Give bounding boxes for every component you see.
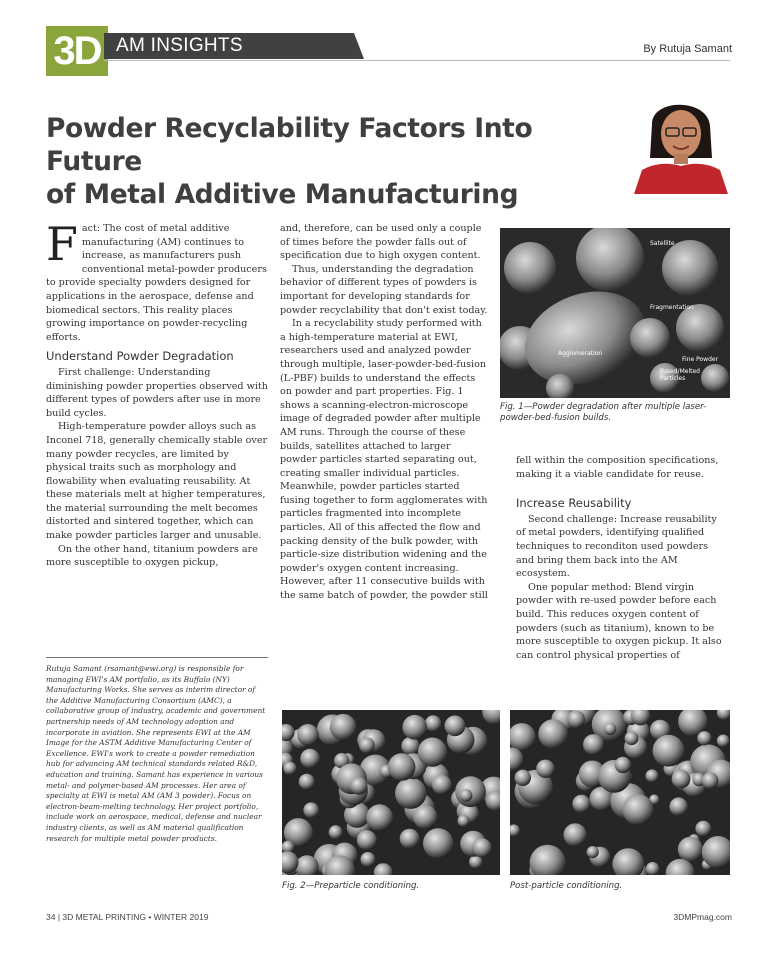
paragraph: and, therefore, can be used only a couple of times before the powder falls out of specification due to high oxygen content. — [280, 223, 482, 262]
paragraph: First challenge: Understanding diminishing powder properties observed with different types of powders after use in more build cycles. — [46, 366, 268, 419]
powder-particle — [587, 846, 599, 858]
powder-particle — [472, 838, 491, 857]
powder-particle — [330, 714, 356, 740]
figure-3-caption: Post-particle conditioning. — [510, 881, 623, 891]
powder-particle — [653, 735, 685, 767]
powder-particle — [303, 802, 319, 818]
powder-particle — [623, 794, 654, 825]
powder-particle — [458, 815, 470, 827]
header-rule — [104, 60, 730, 61]
powder-particle — [460, 789, 473, 802]
powder-particle — [536, 760, 554, 778]
powder-particle — [678, 837, 703, 862]
powder-particle — [702, 772, 719, 789]
intro-paragraph: act: The cost of metal additive manufacturing (AM) continues to increase, as manufacturers push conventional metal-powder producers to provide specialty powders designed for applications in the aerospace, defense and biomedical sectors. This reality places growing importance on powder-recycling efforts. — [46, 223, 267, 343]
powder-particle — [445, 715, 466, 736]
figure-2-caption: Fig. 2—Preparticle conditioning. — [282, 881, 420, 891]
fig1-label: Agglomeration — [558, 350, 603, 357]
fig1-label: Satellite — [650, 240, 675, 247]
paragraph: On the other hand, titanium powders are more susceptible to oxygen pickup, — [46, 543, 258, 569]
figure-3-sem-image — [510, 710, 730, 875]
paragraph: Thus, understanding the degradation behavior of different types of powders is important for developing standards for powder recyclability that don't exist today. — [280, 263, 488, 316]
powder-particle — [669, 797, 687, 815]
headline-line-2: of Metal Additive Manufacturing — [46, 179, 519, 210]
powder-particle — [583, 734, 604, 755]
page-footer-right: 3DMPmag.com — [673, 912, 732, 922]
powder-particle — [515, 770, 531, 786]
powder-particle — [695, 821, 711, 837]
powder-particle — [672, 770, 691, 789]
powder-particle — [646, 769, 659, 782]
powder-particle — [564, 823, 587, 846]
text-column-3 — [516, 454, 728, 662]
page-footer-left: 34 | 3D METAL PRINTING • WINTER 2019 — [46, 912, 209, 922]
figure-1-sem-image — [500, 228, 730, 398]
powder-particle — [300, 749, 319, 768]
powder-particle — [625, 731, 639, 745]
powder-particle — [646, 862, 660, 875]
text-column-1 — [46, 217, 268, 570]
figure-1-caption: Fig. 1—Powder degradation after multiple laser-powder-bed-fusion builds. — [500, 402, 707, 423]
powder-particle — [538, 719, 567, 748]
section-title: AM INSIGHTS — [116, 35, 243, 56]
subhead-degradation: Understand Powder Degradation — [46, 349, 234, 364]
powder-particle — [423, 828, 453, 858]
powder-particle — [329, 825, 343, 839]
paragraph: One popular method: Blend virgin powder with re-used powder before each build. This reduces oxygen content of powders (such as titanium), known to be more susceptible to oxygen pickup. It also can control physical properties of — [516, 581, 722, 661]
fig1-label: Fragmentation — [650, 304, 694, 311]
figure-2-sem-image — [282, 710, 500, 875]
powder-particle — [361, 852, 376, 867]
headline-line-1: Powder Recyclability Factors Into Future — [46, 113, 533, 177]
author-portrait — [630, 88, 730, 194]
powder-particle — [366, 804, 393, 831]
fig1-label: Fine Powder — [682, 356, 719, 363]
powder-particle — [425, 715, 441, 731]
magazine-logo: 3D — [46, 26, 108, 76]
powder-particle — [418, 738, 447, 767]
powder-particle — [357, 830, 377, 850]
fig1-label: Fused/Melted Particles — [660, 368, 700, 382]
powder-particle — [283, 762, 296, 775]
text-column-2 — [280, 222, 490, 603]
paragraph: Second challenge: Increase reusability of metal powders, identifying qualified techniques to reconditon used powders and bring them back into the AM ecosystem. — [516, 513, 717, 580]
paragraph: High-temperature powder alloys such as Inconel 718, generally chemically stable over many powder recycles, are limited by physical traits such as morphology and flowability when evaluating reusability. At these materials melt at higher temperatures, the material surrounding the melt becomes distorted and sintered together, which can make powder particles larger and unusable. — [46, 421, 268, 542]
subhead-reusability: Increase Reusability — [516, 496, 632, 511]
powder-particle — [395, 778, 426, 809]
author-byline: By Rutuja Samant — [643, 43, 732, 55]
powder-particle — [388, 753, 416, 781]
powder-particle — [402, 715, 427, 740]
powder-particle — [400, 829, 420, 849]
author-bio: Rutuja Samant (rsamant@ewi.org) is responsible for managing EWI's AM portfolio, as its Buffalo (NY) Manufacturing Works. She serves as interim director of the Additive Manufacturing Consortium (AMC), a collaborative group of industry, academic and government partnership needs of AM technology adoption and incorporate in aviation. She represents EWI at the AM Image for the ASTM Additive Manufacturing Center of Excellence. EWI's work to create a powder remediation hub for advancing AM technical standards related R&D, education and training. Samant has experience in various metal- and polymer-based AM processes. Her area of specialty at EWI is metal AM (AM 3 powder). Focus on electron-beam-melting technology. Her project portfolio, include work on aerospace, medical, defense and nuclear industry clients, as well as AM material qualification research for multiple metal powder products. — [46, 657, 268, 844]
drop-cap: F — [46, 217, 78, 271]
powder-particle — [432, 775, 452, 795]
paragraph: In a recyclability study performed with a high-temperature material at EWI, researchers used and analyzed powder through multiple, laser-powder-bed-fusion (L-PBF) builds to understand the effects on powder and part properties. Fig. 1 shows a scanning-electron-microscope image of degraded powder after multiple AM runs. Through the course of these builds, satellites attached to larger powder particles started separating out, creating smaller individual particles. Meanwhile, powder particles started fusing together to form agglomerates with particles fragmented into incomplete particles. All of this affected the flow and packing density of the bulk powder, with particle-size distribution widening and the powder's oxygen content increasing. However, after 11 consecutive builds with the same batch of powder, the powder still — [280, 318, 488, 602]
powder-particle — [604, 723, 617, 736]
powder-particle — [717, 735, 730, 748]
powder-particle — [567, 710, 585, 728]
powder-particle — [697, 731, 711, 745]
article-headline — [46, 112, 606, 211]
paragraph: fell within the composition specifications, making it a viable candidate for reuse. — [516, 455, 719, 480]
powder-particle — [359, 737, 375, 753]
powder-particle — [297, 724, 319, 746]
powder-particle — [413, 805, 437, 829]
powder-particle — [401, 737, 419, 755]
powder-particle — [572, 795, 590, 813]
powder-particle — [615, 757, 631, 773]
powder-particle — [350, 777, 368, 795]
powder-particle — [299, 774, 315, 790]
